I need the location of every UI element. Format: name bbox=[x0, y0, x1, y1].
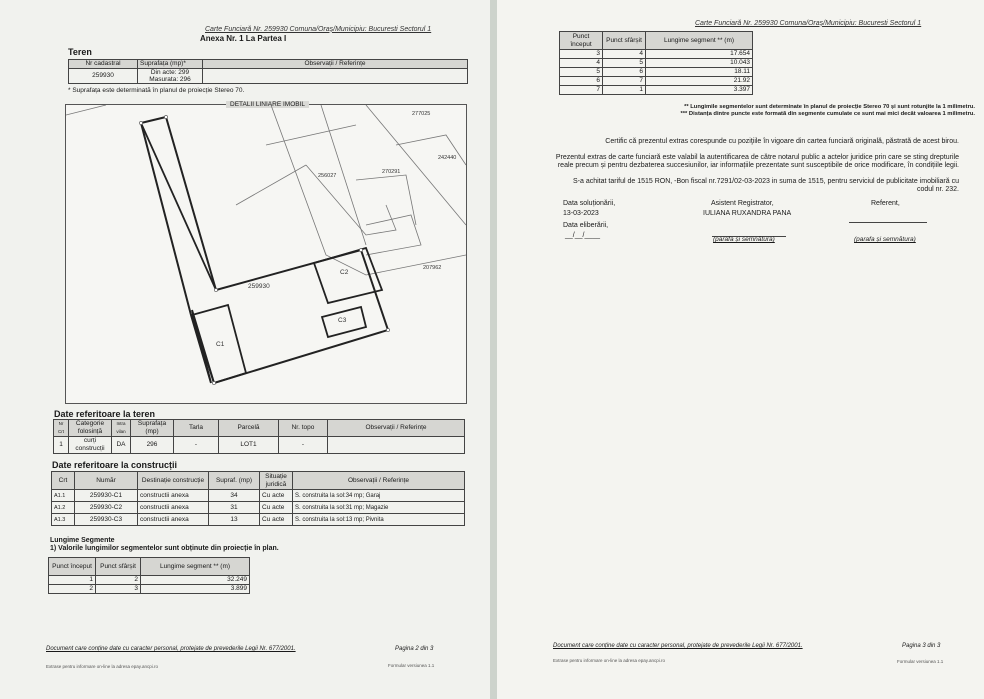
validity-text: Prezentul extras de carte funciară este valabil la autentificarea de către notarul public a actelor juridice prin care se sting drepturile reale precum și pentru dezbaterea succesiunilor, iar informațiile prezentate sunt susceptibile de orice modificare, în condițiile legii. bbox=[555, 154, 959, 169]
col-punct-sfarsit: Punct sfârșit bbox=[96, 558, 141, 576]
surface-note: * Suprafața este determinată în planul de proiecție Stereo 70. bbox=[68, 87, 245, 94]
seg-cell: 21.92 bbox=[646, 77, 753, 86]
seg-cell: 6 bbox=[603, 68, 646, 77]
col-intravilan: Intra vilan bbox=[112, 420, 131, 437]
constr-cell: S. construita la sol:13 mp; Pivnita bbox=[293, 514, 465, 526]
page-header: Carte Funciară Nr. 259930 Comuna/Oraș/Municipiu: Bucuresti Sectorul 1 bbox=[695, 20, 922, 27]
constr-cell: A1.1 bbox=[52, 490, 75, 502]
seg-cell: 3 bbox=[560, 50, 603, 59]
cadastral-plan bbox=[65, 101, 467, 404]
referent-label: Referent, bbox=[871, 200, 900, 207]
constr-cell: S. construita la sol:34 mp; Garaj bbox=[293, 490, 465, 502]
seg-cell: 3.397 bbox=[646, 86, 753, 95]
parafa-asistent: (parafa și semnătura) bbox=[713, 236, 775, 243]
constr-cell: constructii anexa bbox=[138, 514, 209, 526]
lungime-subtitle: 1) Valorile lungimilor segmentelor sunt obținute din proiecție în plan. bbox=[50, 545, 279, 552]
label-c1: C1 bbox=[216, 341, 225, 348]
seg-cell: 17.654 bbox=[646, 50, 753, 59]
constr-cell: constructii anexa bbox=[138, 490, 209, 502]
parafa-referent: (parafa și semnătura) bbox=[854, 236, 916, 243]
data-solutionarii-label: Data soluționării, bbox=[563, 200, 616, 207]
teren-cell: curți construcții bbox=[69, 437, 112, 454]
col-destinatie: Destinație construcție bbox=[138, 472, 209, 490]
teren-cell: 296 bbox=[131, 437, 174, 454]
label-242440: 242440 bbox=[438, 155, 457, 161]
lungime-title: Lungime Segmente bbox=[50, 537, 115, 544]
constr-cell: 34 bbox=[209, 490, 260, 502]
seg-cell: 4 bbox=[603, 50, 646, 59]
page-3 bbox=[497, 0, 984, 699]
col-situatie: Situație juridică bbox=[260, 472, 293, 490]
footer-disclaimer: Document care conține date cu caracter personal, protejate de prevederile Legii Nr. 677/2001. bbox=[553, 643, 803, 649]
asistent-name: IULIANA RUXANDRA PANA bbox=[703, 210, 792, 217]
teren-table bbox=[68, 59, 468, 84]
col-nrcrt: Nr Crt bbox=[54, 420, 69, 437]
col-punct-sfarsit: Punct sfârșit bbox=[603, 32, 646, 50]
col-numar: Număr bbox=[75, 472, 138, 490]
constr-cell: constructii anexa bbox=[138, 502, 209, 514]
col-punct-inceput: Punct început bbox=[560, 32, 603, 50]
col-supraf: Supraf. (mp) bbox=[209, 472, 260, 490]
col-punct-inceput: Punct început bbox=[49, 558, 96, 576]
col-obs-teren: Observații / Referințe bbox=[328, 420, 465, 437]
referent-signature-line bbox=[849, 222, 927, 223]
label-parcel: 259930 bbox=[248, 283, 270, 290]
col-categorie: Categorie folosință bbox=[69, 420, 112, 437]
page-number: Pagina 3 din 3 bbox=[902, 643, 941, 649]
footer-disclaimer: Document care conține date cu caracter personal, protejate de prevederile Legii Nr. 677/2001. bbox=[46, 646, 296, 652]
din-acte: Din acte: 299 bbox=[150, 69, 190, 76]
label-256027: 256027 bbox=[318, 173, 337, 179]
asistent-label: Asistent Registrator, bbox=[711, 200, 774, 207]
seg-cell: 1 bbox=[603, 86, 646, 95]
page-2 bbox=[0, 0, 490, 699]
teren-cell: - bbox=[174, 437, 219, 454]
teren-cell: DA bbox=[112, 437, 131, 454]
col-parcela: Parcelă bbox=[219, 420, 279, 437]
date-constructii-title: Date referitoare la construcții bbox=[52, 460, 178, 470]
certify-text: Certific că prezentul extras corespunde cu poziţiile în vigoare din cartea funciară originală, păstrată de acest birou. bbox=[605, 138, 959, 145]
constr-cell: 13 bbox=[209, 514, 260, 526]
label-277025: 277025 bbox=[412, 111, 431, 117]
seg-cell: 2 bbox=[49, 585, 96, 594]
label-c3: C3 bbox=[338, 317, 347, 324]
teren-cell bbox=[328, 437, 465, 454]
seg-cell: 4 bbox=[560, 59, 603, 68]
data-eliberarii: __/__/____ bbox=[565, 232, 601, 239]
col-suprafata-teren: Suprafața (mp) bbox=[131, 420, 174, 437]
col-suprafata: Suprafața (mp)* bbox=[138, 60, 203, 69]
seg-cell: 3 bbox=[96, 585, 141, 594]
constr-cell: A1.3 bbox=[52, 514, 75, 526]
constr-cell: 31 bbox=[209, 502, 260, 514]
label-c2: C2 bbox=[340, 269, 349, 276]
annex-title: Anexa Nr. 1 La Partea I bbox=[200, 34, 287, 43]
formular-version: Formular versiunea 1.1 bbox=[897, 659, 944, 664]
masurata: Masurata: 296 bbox=[149, 76, 191, 83]
segment-table-right bbox=[559, 31, 753, 95]
tariff-text: S-a achitat tariful de 1515 RON, -Bon fiscal nr.7291/02-03-2023 in suma de 1515, pentru serviciul de publicitate imobiliară cu codul nr. 232. bbox=[573, 178, 959, 193]
col-tarla: Tarla bbox=[174, 420, 219, 437]
date-teren-title: Date referitoare la teren bbox=[54, 409, 156, 419]
constr-cell: Cu acte bbox=[260, 490, 293, 502]
parcel-boundary bbox=[141, 117, 388, 383]
date-constructii-table bbox=[51, 471, 465, 526]
col-obs-constr: Observații / Referințe bbox=[293, 472, 465, 490]
col-observatii: Observații / Referințe bbox=[203, 60, 468, 69]
col-lungime: Lungime segment ** (m) bbox=[141, 558, 250, 576]
constr-cell: 259930-C3 bbox=[75, 514, 138, 526]
page-number: Pagina 2 din 3 bbox=[395, 646, 434, 652]
nr-cadastral-value: 259930 bbox=[69, 69, 138, 84]
note-distance: *** Distanța dintre puncte este formată din segmente cumulate ce sunt mai mici decât valoarea 1 milimetru. bbox=[680, 111, 975, 117]
seg-cell: 7 bbox=[560, 86, 603, 95]
footer-epay: Extrase pentru informare on-line la adresa epay.ancpi.ro bbox=[553, 658, 665, 663]
seg-cell: 5 bbox=[560, 68, 603, 77]
note-rounding: ** Lungimile segmentelor sunt determinate în planul de proiecție Stereo 70 și sunt rotunjite la 1 milimetru. bbox=[684, 104, 975, 110]
constr-cell: Cu acte bbox=[260, 514, 293, 526]
seg-cell: 1 bbox=[49, 576, 96, 585]
data-eliberarii-label: Data eliberării, bbox=[563, 222, 609, 229]
col-nr-cadastral: Nr cadastral bbox=[69, 60, 138, 69]
seg-cell: 6 bbox=[560, 77, 603, 86]
teren-cell: 1 bbox=[54, 437, 69, 454]
label-270291: 270291 bbox=[382, 169, 401, 175]
constr-cell: S. construita la sol:31 mp; Magazie bbox=[293, 502, 465, 514]
col-lungime: Lungime segment ** (m) bbox=[646, 32, 753, 50]
seg-cell: 5 bbox=[603, 59, 646, 68]
seg-cell: 10.043 bbox=[646, 59, 753, 68]
label-207962: 207962 bbox=[423, 265, 442, 271]
teren-title: Teren bbox=[68, 47, 92, 57]
page-header: Carte Funciară Nr. 259930 Comuna/Oraș/Municipiu: Bucuresti Sectorul 1 bbox=[205, 26, 432, 33]
seg-cell: 2 bbox=[96, 576, 141, 585]
date-teren-table bbox=[53, 419, 465, 454]
seg-cell: 3.899 bbox=[141, 585, 250, 594]
constr-cell: 259930-C1 bbox=[75, 490, 138, 502]
constr-cell: 259930-C2 bbox=[75, 502, 138, 514]
constr-cell: Cu acte bbox=[260, 502, 293, 514]
seg-cell: 32.249 bbox=[141, 576, 250, 585]
col-nrtopo: Nr. topo bbox=[279, 420, 328, 437]
seg-cell: 18.11 bbox=[646, 68, 753, 77]
data-solutionarii: 13-03-2023 bbox=[563, 210, 599, 217]
plan-title: DETALII LINIARE IMOBIL bbox=[226, 101, 309, 108]
teren-cell: LOT1 bbox=[219, 437, 279, 454]
teren-cell: - bbox=[279, 437, 328, 454]
col-crt: Crt bbox=[52, 472, 75, 490]
formular-version: Formular versiunea 1.1 bbox=[388, 663, 435, 668]
constr-cell: A1.2 bbox=[52, 502, 75, 514]
footer-epay: Extrase pentru informare on-line la adresa epay.ancpi.ro bbox=[46, 664, 158, 669]
plan-drawing bbox=[66, 105, 466, 403]
seg-cell: 7 bbox=[603, 77, 646, 86]
segment-table-left bbox=[48, 557, 250, 594]
